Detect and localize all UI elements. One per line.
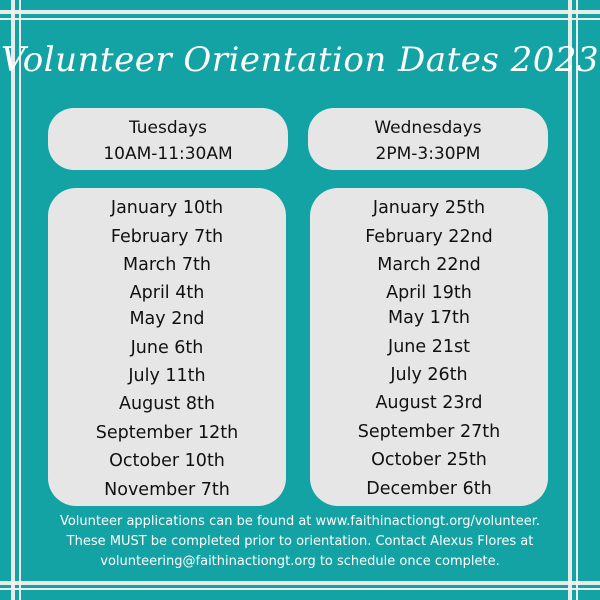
frame-line-right (568, 0, 572, 600)
tuesday-date-list (48, 188, 286, 506)
frame-line-top (0, 10, 600, 14)
frame-line-bottom-inner (0, 588, 600, 590)
tuesday-date: June 6th (130, 338, 204, 358)
wednesday-date: October 25th (371, 450, 487, 470)
wednesday-day-label: Wednesdays (374, 118, 482, 138)
tuesday-date: January 10th (110, 198, 224, 218)
wednesday-time-label: 2PM-3:30PM (375, 144, 481, 164)
tuesday-date: September 12th (95, 423, 239, 443)
footer-line: These MUST be completed prior to orientation. Contact Alexus Flores at (66, 534, 534, 549)
frame-line-left (11, 0, 15, 600)
tuesday-date: May 2nd (129, 309, 205, 329)
wednesday-header (308, 108, 548, 170)
footer-line: Volunteer applications can be found at www.faithinactiongt.org/volunteer. (59, 514, 541, 529)
tuesday-date: February 7th (110, 227, 224, 247)
wednesday-date: April 19th (386, 283, 472, 303)
footer-line: volunteering@faithinactiongt.org to schedule once complete. (100, 554, 500, 569)
tuesday-date: November 7th (104, 480, 230, 500)
wednesday-date: December 6th (366, 479, 492, 499)
frame-line-right-inner (576, 0, 578, 600)
wednesday-date: September 27th (357, 422, 501, 442)
wednesday-date: January 25th (372, 198, 486, 218)
wednesday-date: May 17th (388, 308, 470, 328)
wednesday-date: July 26th (390, 365, 468, 385)
wednesday-date: June 21st (388, 337, 470, 357)
tuesday-header (48, 108, 288, 170)
footer-note (20, 512, 580, 572)
tuesday-date: October 10th (109, 451, 225, 471)
tuesday-date: April 4th (129, 283, 205, 303)
wednesday-date: March 22nd (377, 255, 481, 275)
wednesday-date-list (310, 188, 548, 506)
tuesday-time-label: 10AM-11:30AM (103, 144, 233, 164)
tuesday-date: July 11th (128, 366, 206, 386)
tuesday-date: March 7th (123, 255, 211, 275)
frame-line-top-inner (0, 18, 600, 20)
wednesday-date: February 22nd (365, 227, 493, 247)
tuesday-date: August 8th (119, 394, 215, 414)
wednesday-date: August 23rd (375, 393, 483, 413)
tuesday-day-label: Tuesdays (128, 118, 208, 138)
frame-line-bottom (0, 581, 600, 585)
frame-line-left-inner (19, 0, 21, 600)
page-title: Volunteer Orientation Dates 2023 (0, 40, 600, 80)
